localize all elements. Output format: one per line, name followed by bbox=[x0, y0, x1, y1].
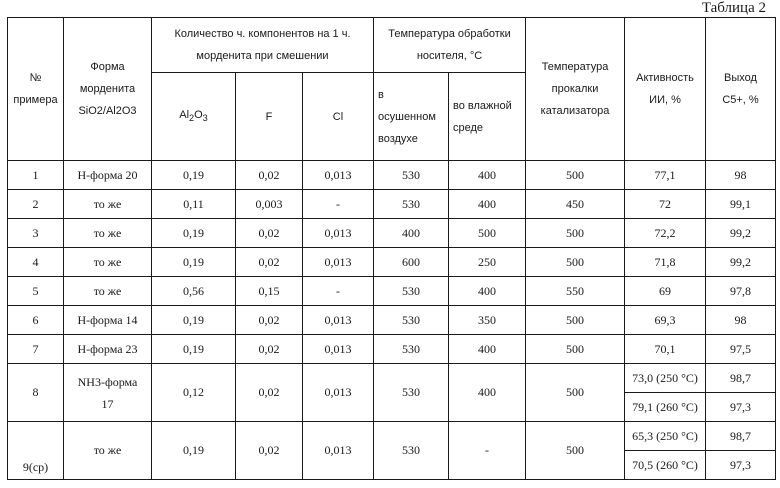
cell-activity: 69 bbox=[625, 277, 706, 306]
table-row bbox=[8, 335, 776, 364]
cell-f: 0,02 bbox=[236, 335, 303, 364]
cell-calc: 500 bbox=[526, 364, 625, 422]
cell-activity: 77,1 bbox=[625, 161, 706, 190]
cell-calc: 450 bbox=[526, 190, 625, 219]
cell-calc: 500 bbox=[526, 248, 625, 277]
cell-al2o3: 0,19 bbox=[152, 422, 236, 480]
data-table bbox=[7, 17, 776, 480]
cell-dry: 530 bbox=[374, 277, 449, 306]
cell-no: 5 bbox=[8, 277, 64, 306]
header-f: F bbox=[236, 73, 303, 161]
cell-humid: 350 bbox=[449, 306, 526, 335]
cell-activity: 70,5 (260 °С) bbox=[625, 451, 706, 480]
cell-form: Н-форма 23 bbox=[64, 335, 152, 364]
cell-activity: 73,0 (250 °С) bbox=[625, 364, 706, 393]
cell-yield: 98 bbox=[706, 161, 776, 190]
cell-f: 0,15 bbox=[236, 277, 303, 306]
cell-dry: 530 bbox=[374, 422, 449, 480]
cell-al2o3: 0,19 bbox=[152, 161, 236, 190]
cell-no: 8 bbox=[8, 364, 64, 422]
header-example-no: № примера bbox=[8, 18, 64, 161]
header-components-group: Количество ч. компонентов на 1 ч. морденита при смешении bbox=[152, 18, 374, 73]
cell-f: 0,02 bbox=[236, 364, 303, 422]
cell-al2o3: 0,56 bbox=[152, 277, 236, 306]
cell-activity: 79,1 (260 °С) bbox=[625, 393, 706, 422]
cell-f: 0,02 bbox=[236, 248, 303, 277]
cell-humid: 400 bbox=[449, 364, 526, 422]
cell-f: 0,02 bbox=[236, 422, 303, 480]
cell-f: 0,003 bbox=[236, 190, 303, 219]
table-row bbox=[8, 161, 776, 190]
cell-cl: - bbox=[303, 190, 374, 219]
cell-cl: 0,013 bbox=[303, 422, 374, 480]
cell-cl: - bbox=[303, 277, 374, 306]
cell-humid: 400 bbox=[449, 161, 526, 190]
cell-al2o3: 0,19 bbox=[152, 306, 236, 335]
cell-al2o3: 0,12 bbox=[152, 364, 236, 422]
cell-no: 9(ср) bbox=[8, 422, 64, 480]
cell-dry: 400 bbox=[374, 219, 449, 248]
cell-yield: 98,7 bbox=[706, 364, 776, 393]
header-al2o3: $Al_2O_3$ bbox=[152, 73, 236, 161]
cell-cl: 0,013 bbox=[303, 219, 374, 248]
cell-al2o3: 0,19 bbox=[152, 335, 236, 364]
cell-yield: 97,8 bbox=[706, 277, 776, 306]
table-row bbox=[8, 190, 776, 219]
cell-cl: 0,013 bbox=[303, 335, 374, 364]
cell-form: то же bbox=[64, 248, 152, 277]
cell-activity: 71,8 bbox=[625, 248, 706, 277]
cell-form: то же bbox=[64, 219, 152, 248]
cell-calc: 500 bbox=[526, 161, 625, 190]
cell-calc: 500 bbox=[526, 219, 625, 248]
table-row bbox=[8, 219, 776, 248]
header-yield: Выход С5+, % bbox=[706, 18, 776, 161]
cell-f: 0,02 bbox=[236, 219, 303, 248]
cell-no: 3 bbox=[8, 219, 64, 248]
cell-form: то же bbox=[64, 190, 152, 219]
cell-no: 6 bbox=[8, 306, 64, 335]
cell-activity: 72 bbox=[625, 190, 706, 219]
cell-no: 1 bbox=[8, 161, 64, 190]
cell-f: 0,02 bbox=[236, 161, 303, 190]
cell-dry: 530 bbox=[374, 190, 449, 219]
cell-activity: 65,3 (250 °С) bbox=[625, 422, 706, 451]
cell-f: 0,02 bbox=[236, 306, 303, 335]
table-caption: Таблица 2 bbox=[701, 0, 766, 16]
cell-dry: 530 bbox=[374, 306, 449, 335]
header-dry-air: в осушенном воздухе bbox=[374, 73, 449, 161]
cell-humid: 500 bbox=[449, 219, 526, 248]
cell-dry: 530 bbox=[374, 364, 449, 422]
cell-calc: 500 bbox=[526, 335, 625, 364]
cell-form: Н-форма 14 bbox=[64, 306, 152, 335]
cell-yield: 97,3 bbox=[706, 393, 776, 422]
cell-form: NH3-форма 17 bbox=[64, 364, 152, 422]
cell-cl: 0,013 bbox=[303, 364, 374, 422]
cell-no: 7 bbox=[8, 335, 64, 364]
header-treatment-temp: Температура обработки носителя, °С bbox=[374, 18, 526, 73]
header-activity: Активность ИИ, % bbox=[625, 18, 706, 161]
cell-dry: 530 bbox=[374, 335, 449, 364]
cell-activity: 69,3 bbox=[625, 306, 706, 335]
cell-form: Н-форма 20 bbox=[64, 161, 152, 190]
header-humid-env: во влажной среде bbox=[449, 73, 526, 161]
cell-humid: 400 bbox=[449, 335, 526, 364]
cell-al2o3: 0,11 bbox=[152, 190, 236, 219]
table-row bbox=[8, 306, 776, 335]
cell-calc: 500 bbox=[526, 306, 625, 335]
cell-humid: 400 bbox=[449, 277, 526, 306]
cell-calc: 550 bbox=[526, 277, 625, 306]
cell-humid: 250 bbox=[449, 248, 526, 277]
cell-yield: 98 bbox=[706, 306, 776, 335]
cell-calc: 500 bbox=[526, 422, 625, 480]
table-row bbox=[8, 422, 776, 451]
cell-cl: 0,013 bbox=[303, 248, 374, 277]
header-calcination-temp: Температура прокалки катализатора bbox=[526, 18, 625, 161]
header-mordenite-form: Форма морденита SiO2/Al2O3 bbox=[64, 18, 152, 161]
cell-humid: 400 bbox=[449, 190, 526, 219]
cell-cl: 0,013 bbox=[303, 306, 374, 335]
cell-cl: 0,013 bbox=[303, 161, 374, 190]
table-row bbox=[8, 248, 776, 277]
cell-activity: 72,2 bbox=[625, 219, 706, 248]
cell-form: то же bbox=[64, 277, 152, 306]
cell-al2o3: 0,19 bbox=[152, 248, 236, 277]
cell-yield: 97,3 bbox=[706, 451, 776, 480]
cell-yield: 99,2 bbox=[706, 248, 776, 277]
table-row bbox=[8, 277, 776, 306]
header-cl: Cl bbox=[303, 73, 374, 161]
cell-activity: 70,1 bbox=[625, 335, 706, 364]
cell-form: то же bbox=[64, 422, 152, 480]
cell-yield: 98,7 bbox=[706, 422, 776, 451]
cell-dry: 530 bbox=[374, 161, 449, 190]
cell-yield: 99,1 bbox=[706, 190, 776, 219]
cell-dry: 600 bbox=[374, 248, 449, 277]
cell-yield: 97,5 bbox=[706, 335, 776, 364]
cell-no: 2 bbox=[8, 190, 64, 219]
cell-no: 4 bbox=[8, 248, 64, 277]
cell-humid: - bbox=[449, 422, 526, 480]
cell-yield: 99,2 bbox=[706, 219, 776, 248]
cell-al2o3: 0,19 bbox=[152, 219, 236, 248]
table-row bbox=[8, 364, 776, 393]
